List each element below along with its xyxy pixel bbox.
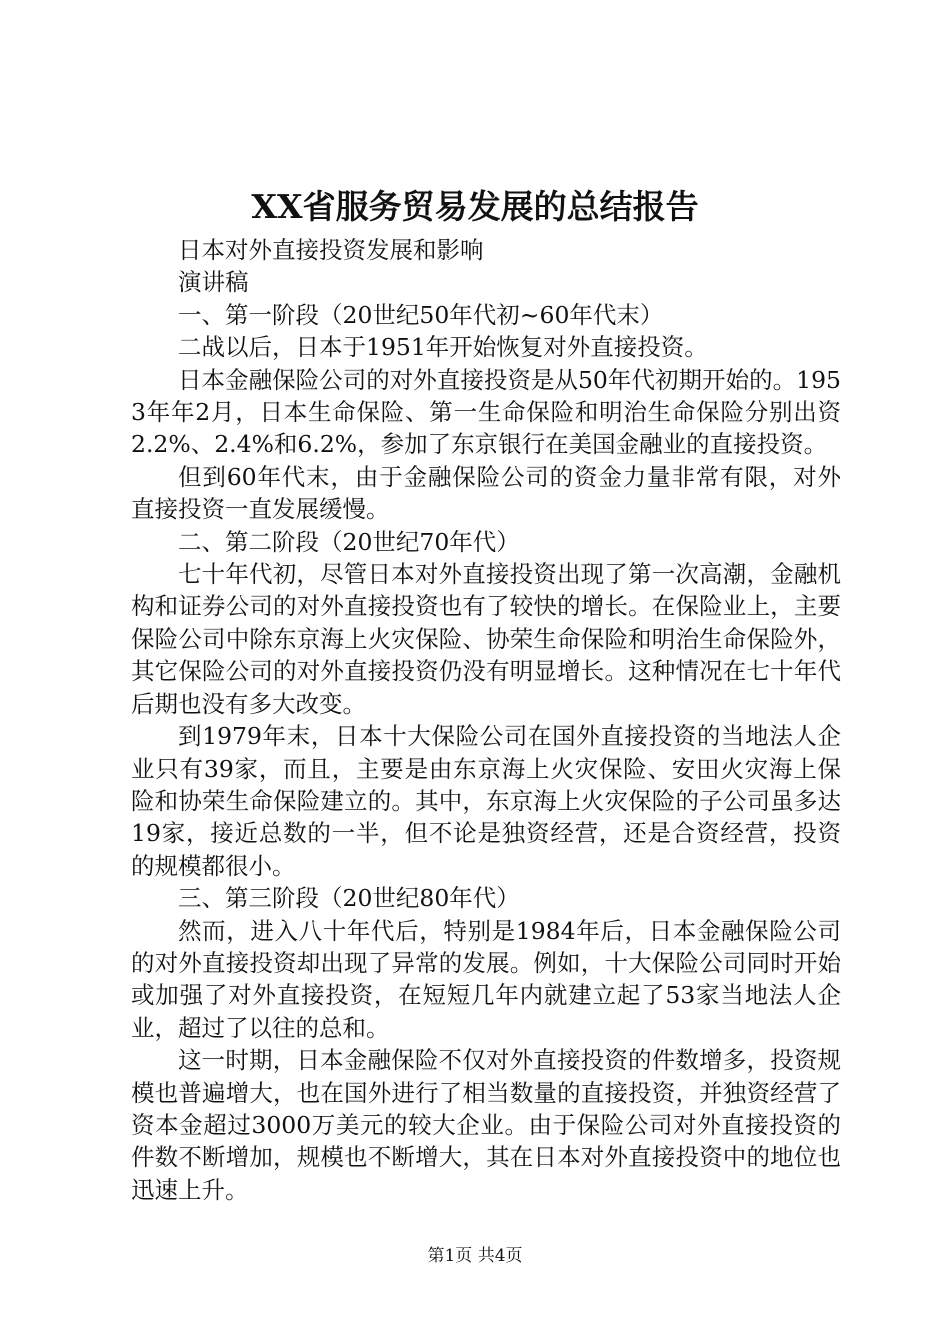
paragraph-speech-label: 演讲稿 <box>178 268 249 297</box>
document-body <box>131 234 841 1206</box>
section-heading-stage-two: 二、第二阶段（20世纪70年代） <box>178 527 520 556</box>
paragraph: 到1979年末，日本十大保险公司在国外直接投资的当地法人企业只有39家，而且，主要是由东京海上火灾保险、安田火灾海上保险和协荣生命保险建立的。其中，东京海上火灾保险的子公司虽多达19家，接近总数的一半，但不论是独资经营，还是合资经营，投资的规模都很小。 <box>131 722 841 880</box>
paragraph: 这一时期，日本金融保险不仅对外直接投资的件数增多，投资规模也普遍增大，也在国外进行了相当数量的直接投资，并独资经营了资本金超过3000万美元的较大企业。由于保险公司对外直接投资的件数不断增加，规模也不断增大，其在日本对外直接投资中的地位也迅速上升。 <box>131 1046 841 1204</box>
section-heading-stage-one: 一、第一阶段（20世纪50年代初~60年代末） <box>178 300 664 329</box>
paragraph-subtitle: 日本对外直接投资发展和影响 <box>178 236 484 264</box>
paragraph: 然而，进入八十年代后，特别是1984年后，日本金融保险公司的对外直接投资却出现了异常的发展。例如，十大保险公司同时开始或加强了对外直接投资，在短短几年内就建立起了53家当地法人企业，超过了以往的总和。 <box>131 916 841 1042</box>
page-number-footer: 第1页 共4页 <box>427 1246 523 1266</box>
paragraph: 日本金融保险公司的对外直接投资是从50年代初期开始的。1953年年2月，日本生命保险、第一生命保险和明治生命保险分别出资2.2%、2.4%和6.2%，参加了东京银行在美国金融业的直接投资。 <box>131 365 841 459</box>
paragraph: 但到60年代末，由于金融保险公司的资金力量非常有限，对外直接投资一直发展缓慢。 <box>131 462 841 524</box>
document-title: XX省服务贸易发展的总结报告 <box>251 187 699 226</box>
paragraph: 七十年代初，尽管日本对外直接投资出现了第一次高潮，金融机构和证券公司的对外直接投资也有了较快的增长。在保险业上，主要保险公司中除东京海上火灾保险、协荣生命保险和明治生命保险外，其它保险公司的对外直接投资仍没有明显增长。这种情况在七十年代后期也没有多大改变。 <box>131 560 841 718</box>
section-heading-stage-three: 三、第三阶段（20世纪80年代） <box>178 884 520 913</box>
paragraph: 二战以后，日本于1951年开始恢复对外直接投资。 <box>178 333 708 362</box>
